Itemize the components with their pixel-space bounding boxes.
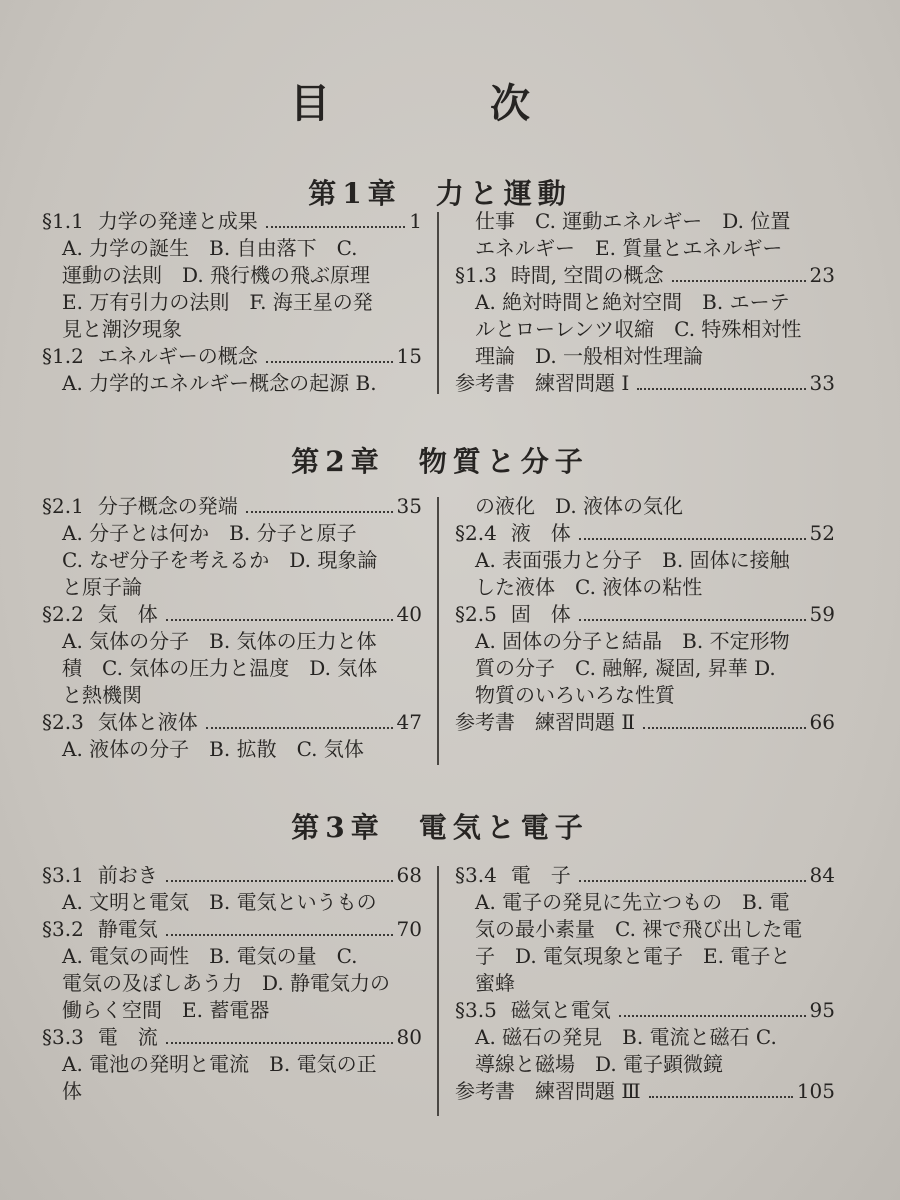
section-number: §3.3 (42, 1025, 84, 1049)
page-number: 66 (809, 710, 835, 734)
section-number: §2.2 (42, 602, 84, 626)
section-entry (42, 709, 422, 736)
left-column (42, 493, 422, 763)
page-number: 47 (396, 710, 422, 734)
section-entry (455, 862, 835, 889)
subtopic-line: の液化 D. 液体の気化 (475, 494, 684, 518)
subtopic-line: A. 電気の両性 B. 電気の量 C. (62, 944, 358, 968)
section-number: §3.2 (42, 917, 84, 941)
section-entry (455, 601, 835, 628)
right-column (455, 208, 835, 397)
entry-title: 参考書 練習問題 Ⅱ (455, 710, 635, 734)
subtopic-line: 見と潮汐現象 (62, 317, 182, 341)
subtopic-line: と原子論 (62, 575, 142, 599)
subtopic-line: ルとローレンツ収縮 C. 特殊相対性 (475, 317, 802, 341)
subtopic-line: 仕事 C. 運動エネルギー D. 位置 (475, 209, 791, 233)
subtopic-line: A. 液体の分子 B. 拡散 C. 気体 (62, 737, 364, 761)
section-entry (42, 601, 422, 628)
section-entry (455, 997, 835, 1024)
right-column (455, 493, 835, 736)
entry-title: 気 体 (97, 602, 158, 626)
page-number: 105 (796, 1079, 835, 1103)
entry-title: 固 体 (510, 602, 571, 626)
section-number: §1.1 (42, 209, 84, 233)
entry-title: 時間, 空間の概念 (510, 263, 664, 287)
entry-title: 液 体 (510, 521, 571, 545)
entry-title: 参考書 練習問題 Ⅰ (455, 371, 630, 395)
dot-leader (266, 361, 393, 363)
section-number: §2.5 (455, 602, 497, 626)
subtopic-line: A. 絶対時間と絶対空間 B. エーテ (475, 290, 790, 314)
column-divider (437, 866, 439, 1116)
section-number: §2.1 (42, 494, 84, 518)
subtopic-line: A. 力学的エネルギー概念の起源 B. (62, 371, 377, 395)
dot-leader (206, 727, 393, 729)
page-number: 33 (809, 371, 835, 395)
dot-leader (643, 727, 806, 729)
chapter-heading: 第1章 力と運動 (308, 177, 572, 210)
section-entry (42, 493, 422, 520)
page-number: 23 (809, 263, 835, 287)
subtopic-line: A. 文明と電気 B. 電気というもの (62, 890, 377, 914)
entry-title: 気体と液体 (97, 710, 198, 734)
page-number: 35 (396, 494, 422, 518)
section-number: §1.3 (455, 263, 497, 287)
subtopic-line: 導線と磁場 D. 電子顕微鏡 (475, 1052, 724, 1076)
entry-title: 磁気と電気 (510, 998, 611, 1022)
column-divider (437, 212, 439, 394)
chapter-heading: 第3章 電気と電子 (291, 811, 589, 844)
subtopic-line: A. 力学の誕生 B. 自由落下 C. (62, 236, 358, 260)
section-number: §3.1 (42, 863, 84, 887)
dot-leader (266, 226, 405, 228)
dot-leader (579, 538, 806, 540)
left-column (42, 862, 422, 1105)
subtopic-line: した液体 C. 液体の粘性 (475, 575, 703, 599)
dot-leader (166, 934, 393, 936)
dot-leader (649, 1096, 793, 1098)
subtopic-line: 電気の及ぼしあう力 D. 静電気力の (62, 971, 391, 995)
page-number: 59 (809, 602, 835, 626)
reference-entry (455, 1078, 835, 1105)
entry-title: 参考書 練習問題 Ⅲ (455, 1079, 641, 1103)
entry-title: 分子概念の発端 (97, 494, 238, 518)
subtopic-line: 蜜蜂 (475, 971, 515, 995)
section-entry (42, 343, 422, 370)
dot-leader (166, 880, 393, 882)
subtopic-line: 積 C. 気体の圧力と温度 D. 気体 (62, 656, 378, 680)
page-number: 52 (809, 521, 835, 545)
entry-title: 前おき (97, 863, 158, 887)
entry-title: 電 子 (510, 863, 571, 887)
entry-title: 静電気 (97, 917, 158, 941)
page-number: 84 (809, 863, 835, 887)
entry-title: エネルギーの概念 (97, 344, 258, 368)
dot-leader (166, 1042, 393, 1044)
section-entry (455, 262, 835, 289)
section-number: §1.2 (42, 344, 84, 368)
section-number: §3.5 (455, 998, 497, 1022)
page-number: 68 (396, 863, 422, 887)
entry-title: 力学の発達と成果 (97, 209, 258, 233)
section-entry (42, 1024, 422, 1051)
dot-leader (579, 619, 806, 621)
dot-leader (672, 280, 806, 282)
subtopic-line: E. 万有引力の法則 F. 海王星の発 (62, 290, 373, 314)
entry-title: 電 流 (97, 1025, 158, 1049)
subtopic-line: A. 電池の発明と電流 B. 電気の正 (62, 1052, 377, 1076)
subtopic-line: 気の最小素量 C. 裸で飛び出した電 (475, 917, 803, 941)
page-number: 70 (396, 917, 422, 941)
reference-entry (455, 370, 835, 397)
subtopic-line: 運動の法則 D. 飛行機の飛ぶ原理 (62, 263, 371, 287)
section-entry (42, 208, 422, 235)
chapter-heading: 第2章 物質と分子 (291, 445, 589, 478)
section-number: §3.4 (455, 863, 497, 887)
subtopic-line: A. 分子とは何か B. 分子と原子 (62, 521, 357, 545)
column-divider (437, 497, 439, 765)
page-number: 40 (396, 602, 422, 626)
section-number: §2.4 (455, 521, 497, 545)
dot-leader (246, 511, 393, 513)
page-number: 80 (396, 1025, 422, 1049)
reference-entry (455, 709, 835, 736)
subtopic-line: 子 D. 電気現象と電子 E. 電子と (475, 944, 791, 968)
section-number: §2.3 (42, 710, 84, 734)
section-entry (42, 862, 422, 889)
dot-leader (637, 388, 805, 390)
subtopic-line: A. 磁石の発見 B. 電流と磁石 C. (475, 1025, 777, 1049)
dot-leader (166, 619, 393, 621)
page-number: 1 (409, 209, 422, 233)
page-title: 目 次 (290, 80, 590, 127)
subtopic-line: A. 固体の分子と結晶 B. 不定形物 (475, 629, 790, 653)
subtopic-line: と熱機関 (62, 683, 142, 707)
subtopic-line: 物質のいろいろな性質 (475, 683, 675, 707)
left-column (42, 208, 422, 397)
subtopic-line: 理論 D. 一般相対性理論 (475, 344, 704, 368)
subtopic-line: 働らく空間 E. 蓄電器 (62, 998, 270, 1022)
subtopic-line: A. 表面張力と分子 B. 固体に接触 (475, 548, 790, 572)
subtopic-line: エネルギー E. 質量とエネルギー (475, 236, 783, 260)
page-number: 15 (396, 344, 422, 368)
dot-leader (619, 1015, 806, 1017)
subtopic-line: 体 (62, 1079, 82, 1103)
subtopic-line: A. 電子の発見に先立つもの B. 電 (475, 890, 790, 914)
section-entry (455, 520, 835, 547)
subtopic-line: A. 気体の分子 B. 気体の圧力と体 (62, 629, 377, 653)
page-number: 95 (809, 998, 835, 1022)
right-column (455, 862, 835, 1105)
subtopic-line: 質の分子 C. 融解, 凝固, 昇華 D. (475, 656, 776, 680)
subtopic-line: C. なぜ分子を考えるか D. 現象論 (62, 548, 378, 572)
section-entry (42, 916, 422, 943)
dot-leader (579, 880, 806, 882)
